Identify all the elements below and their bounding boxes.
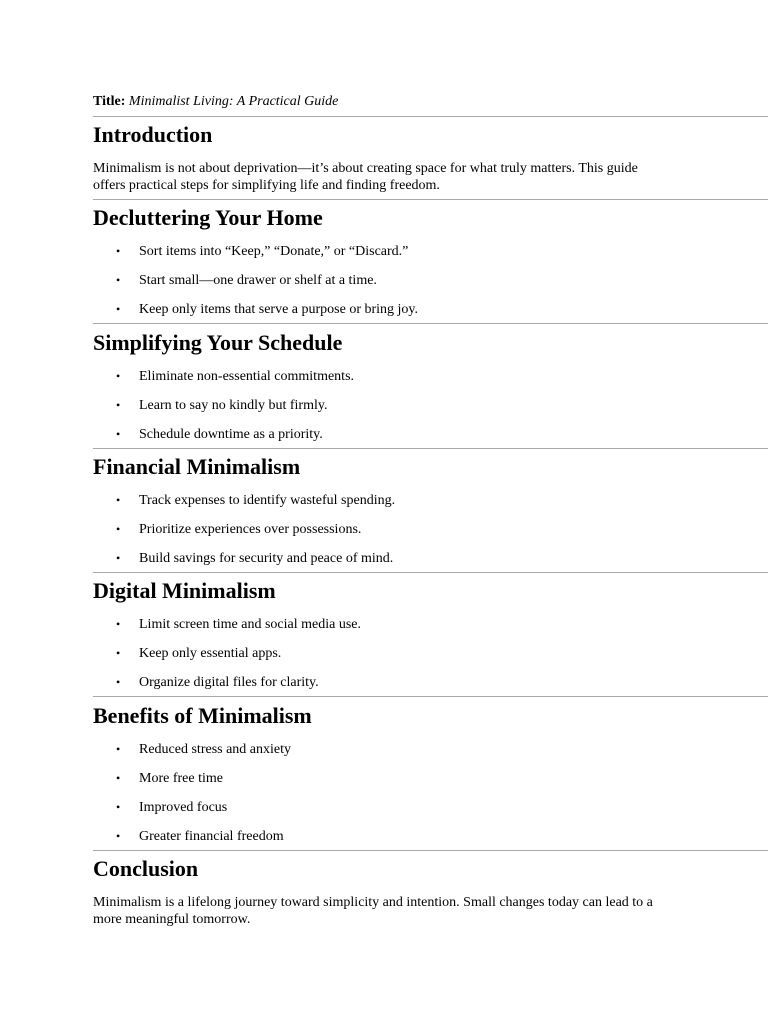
list-item-text: More free time: [139, 771, 223, 786]
list-item-text: Prioritize experiences over possessions.: [139, 522, 362, 537]
list-item: [116, 770, 223, 787]
list-item: [116, 674, 319, 691]
list-item: [116, 521, 361, 538]
divider: [93, 696, 768, 697]
list-item: [116, 799, 227, 816]
list-item: [116, 550, 393, 567]
section-heading-benefits: Benefits of Minimalism: [93, 703, 312, 728]
list-item-text: Eliminate non-essential commitments.: [139, 369, 355, 384]
list-item-text: Organize digital files for clarity.: [139, 675, 319, 690]
section-heading-schedule: Simplifying Your Schedule: [93, 330, 343, 355]
section-heading-financial: Financial Minimalism: [93, 454, 301, 479]
bullet-icon: •: [116, 617, 121, 631]
list-item-text: Greater financial freedom: [139, 829, 284, 844]
list-item-text: Build savings for security and peace of mind.: [139, 551, 394, 566]
bullet-icon: •: [116, 302, 121, 316]
divider: [93, 448, 768, 449]
list-item: [116, 243, 408, 260]
bullet-icon: •: [116, 493, 121, 507]
list-item: [116, 828, 284, 845]
list-item-text: Track expenses to identify wasteful spending.: [139, 493, 396, 508]
list-item-text: Sort items into “Keep,” “Donate,” or “Discard.”: [139, 244, 409, 259]
bullet-icon: •: [116, 369, 121, 383]
list-item: [116, 368, 354, 385]
section-heading-introduction: Introduction: [93, 122, 213, 147]
bullet-icon: •: [116, 742, 121, 756]
list-item: [116, 741, 291, 758]
list-item-text: Start small—one drawer or shelf at a time.: [139, 273, 377, 288]
list-item-text: Improved focus: [139, 800, 228, 815]
list-item: [116, 426, 323, 443]
list-item-text: Reduced stress and anxiety: [139, 742, 292, 757]
divider: [93, 323, 768, 324]
bullet-icon: •: [116, 646, 121, 660]
list-item: [116, 492, 395, 509]
bullet-icon: •: [116, 551, 121, 565]
bullet-icon: •: [116, 427, 121, 441]
bullet-icon: •: [116, 398, 121, 412]
bullet-icon: •: [116, 800, 121, 814]
list-item-text: Limit screen time and social media use.: [139, 617, 361, 632]
section-heading-conclusion: Conclusion: [93, 856, 199, 881]
document-title-line: [93, 93, 338, 110]
bullet-icon: •: [116, 771, 121, 785]
bullet-icon: •: [116, 522, 121, 536]
conclusion-paragraph: Minimalism is a lifelong journey toward simplicity and intention. Small changes today can lead to a more meaningful tomorrow.: [93, 895, 653, 927]
divider: [93, 572, 768, 573]
list-item-text: Learn to say no kindly but firmly.: [139, 398, 328, 413]
title-label: Title:: [93, 94, 126, 109]
list-item-text: Schedule downtime as a priority.: [139, 427, 323, 442]
list-item: [116, 301, 418, 318]
list-item: [116, 397, 327, 414]
list-item: [116, 645, 281, 662]
divider: [93, 199, 768, 200]
section-heading-decluttering: Decluttering Your Home: [93, 205, 323, 230]
divider: [93, 116, 768, 117]
divider: [93, 850, 768, 851]
list-item-text: Keep only essential apps.: [139, 646, 282, 661]
bullet-icon: •: [116, 829, 121, 843]
list-item: [116, 272, 377, 289]
bullet-icon: •: [116, 273, 121, 287]
list-item: [116, 616, 361, 633]
list-item-text: Keep only items that serve a purpose or bring joy.: [139, 302, 419, 317]
introduction-paragraph: Minimalism is not about deprivation—it’s about creating space for what truly matters. This guide offers practical steps for simplifying life and finding freedom.: [93, 161, 638, 193]
title-value: Minimalist Living: A Practical Guide: [128, 94, 339, 109]
bullet-icon: •: [116, 244, 121, 258]
section-heading-digital: Digital Minimalism: [93, 578, 276, 603]
bullet-icon: •: [116, 675, 121, 689]
